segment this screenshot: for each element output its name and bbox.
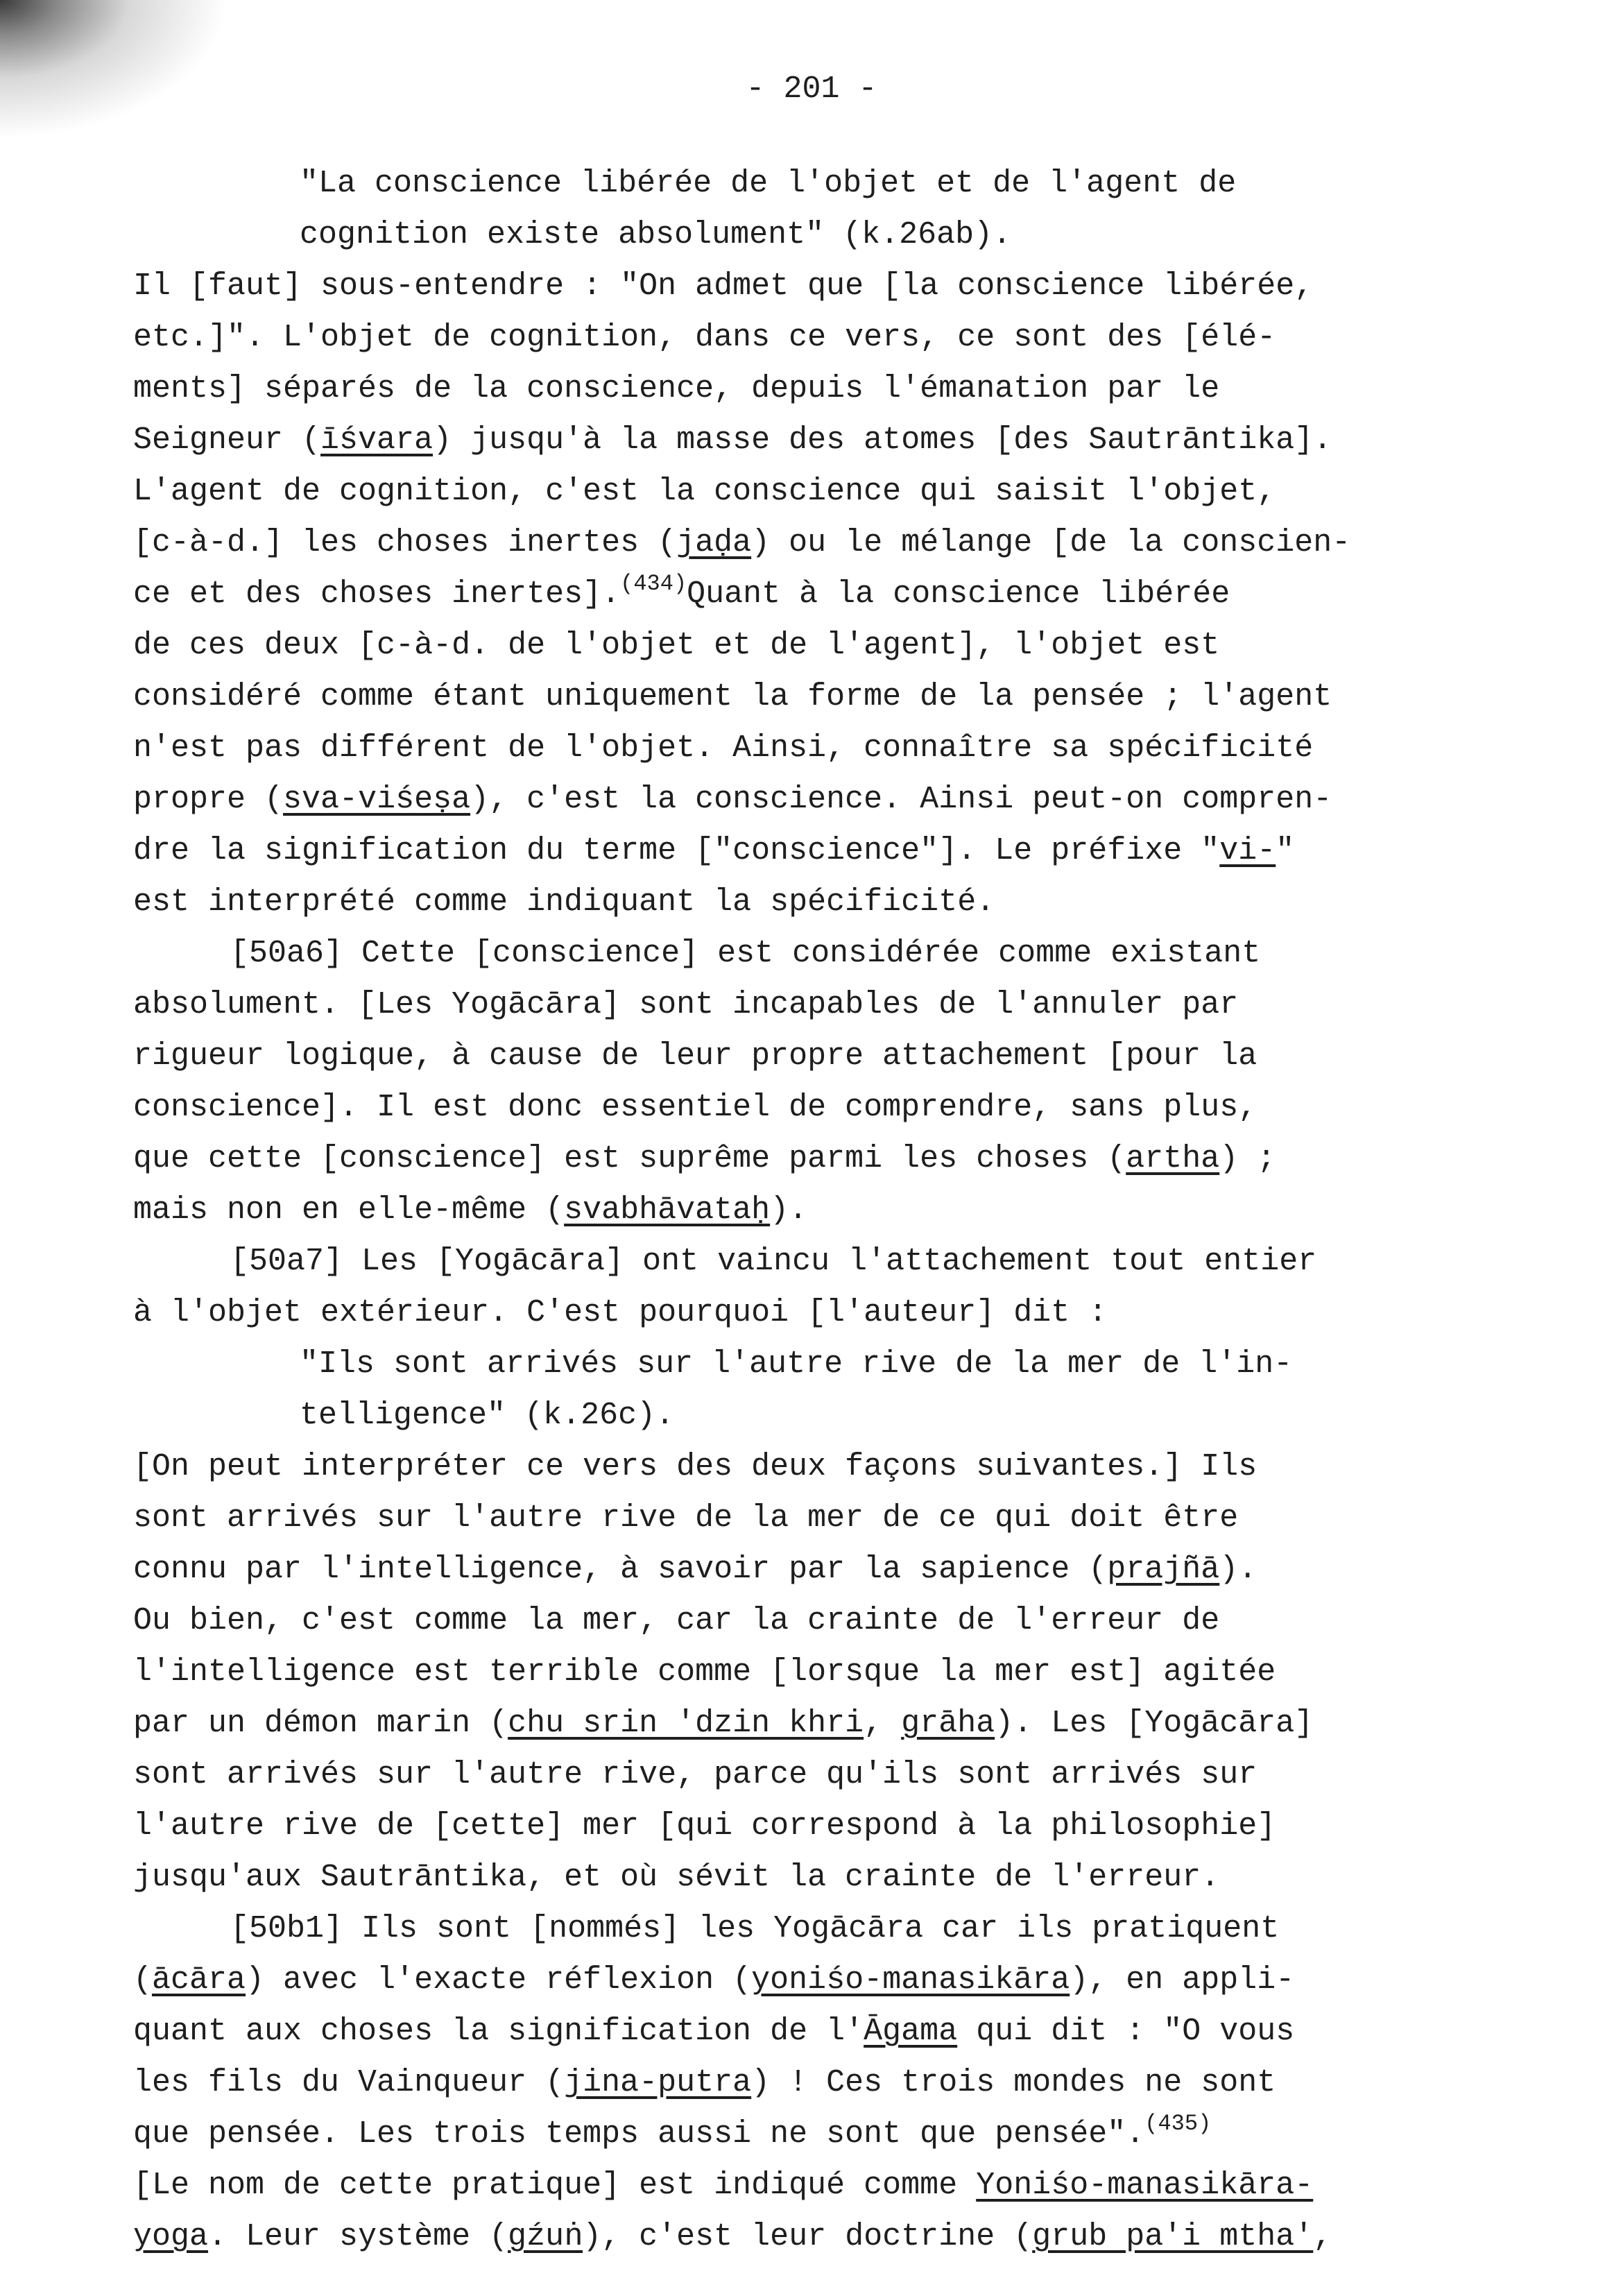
text-line: jusqu'aux Sautrāntika, et où sévit la crainte de l'erreur. bbox=[133, 1860, 1220, 1895]
footnote-ref: (435) bbox=[1144, 2111, 1212, 2136]
text-line: à l'objet extérieur. C'est pourquoi [l'auteur] dit : bbox=[133, 1295, 1108, 1330]
text-line: l'autre rive de [cette] mer [qui correspond à la philosophie] bbox=[133, 1808, 1276, 1844]
text-line: Seigneur (īśvara) jusqu'à la masse des atomes [des Sautrāntika]. bbox=[133, 422, 1332, 458]
body-text bbox=[133, 158, 1520, 2263]
text-line: [c-à-d.] les choses inertes (jaḍa) ou le mélange [de la conscien- bbox=[133, 525, 1351, 560]
text-line: [On peut interpréter ce vers des deux façons suivantes.] Ils bbox=[133, 1449, 1257, 1484]
text-line: L'agent de cognition, c'est la conscience qui saisit l'objet, bbox=[133, 474, 1276, 509]
text-line: dre la signification du terme ["conscience"]. Le préfixe "vi-" bbox=[133, 833, 1295, 868]
paragraph-start: [50a7] Les [Yogācāra] ont vaincu l'attachement tout entier bbox=[230, 1244, 1317, 1279]
text-line: connu par l'intelligence, à savoir par la sapience (prajñā). bbox=[133, 1552, 1257, 1587]
text-line: que cette [conscience] est suprême parmi les choses (artha) ; bbox=[133, 1141, 1276, 1176]
text-line: n'est pas différent de l'objet. Ainsi, connaître sa spécificité bbox=[133, 730, 1314, 766]
text-line: conscience]. Il est donc essentiel de comprendre, sans plus, bbox=[133, 1090, 1257, 1125]
text-line: par un démon marin (chu srin 'dzin khri, grāha). Les [Yogācāra] bbox=[133, 1706, 1314, 1741]
text-line: absolument. [Les Yogācāra] sont incapables de l'annuler par bbox=[133, 987, 1239, 1022]
text-line: sont arrivés sur l'autre rive de la mer de ce qui doit être bbox=[133, 1500, 1239, 1536]
quote-line: "La conscience libérée de l'objet et de l'agent de bbox=[300, 166, 1237, 201]
text-line: Ou bien, c'est comme la mer, car la crainte de l'erreur de bbox=[133, 1603, 1220, 1638]
text-line: de ces deux [c-à-d. de l'objet et de l'agent], l'objet est bbox=[133, 628, 1220, 663]
text-line: mais non en elle-même (svabhāvataḥ). bbox=[133, 1192, 808, 1228]
quote-line: cognition existe absolument" (k.26ab). bbox=[300, 217, 1012, 252]
text-line: que pensée. Les trois temps aussi ne sont que pensée".$^{(435)}$ bbox=[133, 2111, 1212, 2152]
text-line: yoga. Leur système (gźuṅ), c'est leur doctrine (grub pa'i mtha', bbox=[133, 2219, 1332, 2254]
text-line: quant aux choses la signification de l'Āgama qui dit : "O vous bbox=[133, 2014, 1295, 2049]
text-line: [Le nom de cette pratique] est indiqué comme Yoniśo-manasikāra- bbox=[133, 2168, 1314, 2203]
text-line: ce et des choses inertes].$^{(434)}$Quant à la conscience libérée bbox=[133, 571, 1230, 612]
text-line: Il [faut] sous-entendre : "On admet que [la conscience libérée, bbox=[133, 268, 1314, 304]
text-line: l'intelligence est terrible comme [lorsque la mer est] agitée bbox=[133, 1654, 1276, 1690]
text-line: (ācāra) avec l'exacte réflexion (yoniśo-manasikāra), en appli- bbox=[133, 1962, 1295, 1998]
text-line: etc.]". L'objet de cognition, dans ce vers, ce sont des [élé- bbox=[133, 320, 1276, 355]
page-number: - 201 - bbox=[746, 71, 877, 107]
text-line: rigueur logique, à cause de leur propre attachement [pour la bbox=[133, 1038, 1257, 1074]
text-line: ments] séparés de la conscience, depuis l'émanation par le bbox=[133, 371, 1220, 406]
text-line: propre (sva-viśeṣa), c'est la conscience. Ainsi peut-on compren- bbox=[133, 782, 1332, 817]
paragraph-start: [50b1] Ils sont [nommés] les Yogācāra car ils pratiquent bbox=[230, 1911, 1280, 1946]
paragraph-start: [50a6] Cette [conscience] est considérée comme existant bbox=[230, 936, 1261, 971]
text-line: sont arrivés sur l'autre rive, parce qu'ils sont arrivés sur bbox=[133, 1757, 1257, 1792]
text-line: considéré comme étant uniquement la forme de la pensée ; l'agent bbox=[133, 679, 1332, 714]
quote-line: telligence" (k.26c). bbox=[300, 1398, 675, 1433]
quote-line: "Ils sont arrivés sur l'autre rive de la mer de l'in- bbox=[300, 1346, 1293, 1382]
text-line: les fils du Vainqueur (jina-putra) ! Ces trois mondes ne sont bbox=[133, 2065, 1276, 2100]
text-line: est interprété comme indiquant la spécificité. bbox=[133, 884, 995, 920]
footnote-ref: (434) bbox=[620, 571, 687, 597]
